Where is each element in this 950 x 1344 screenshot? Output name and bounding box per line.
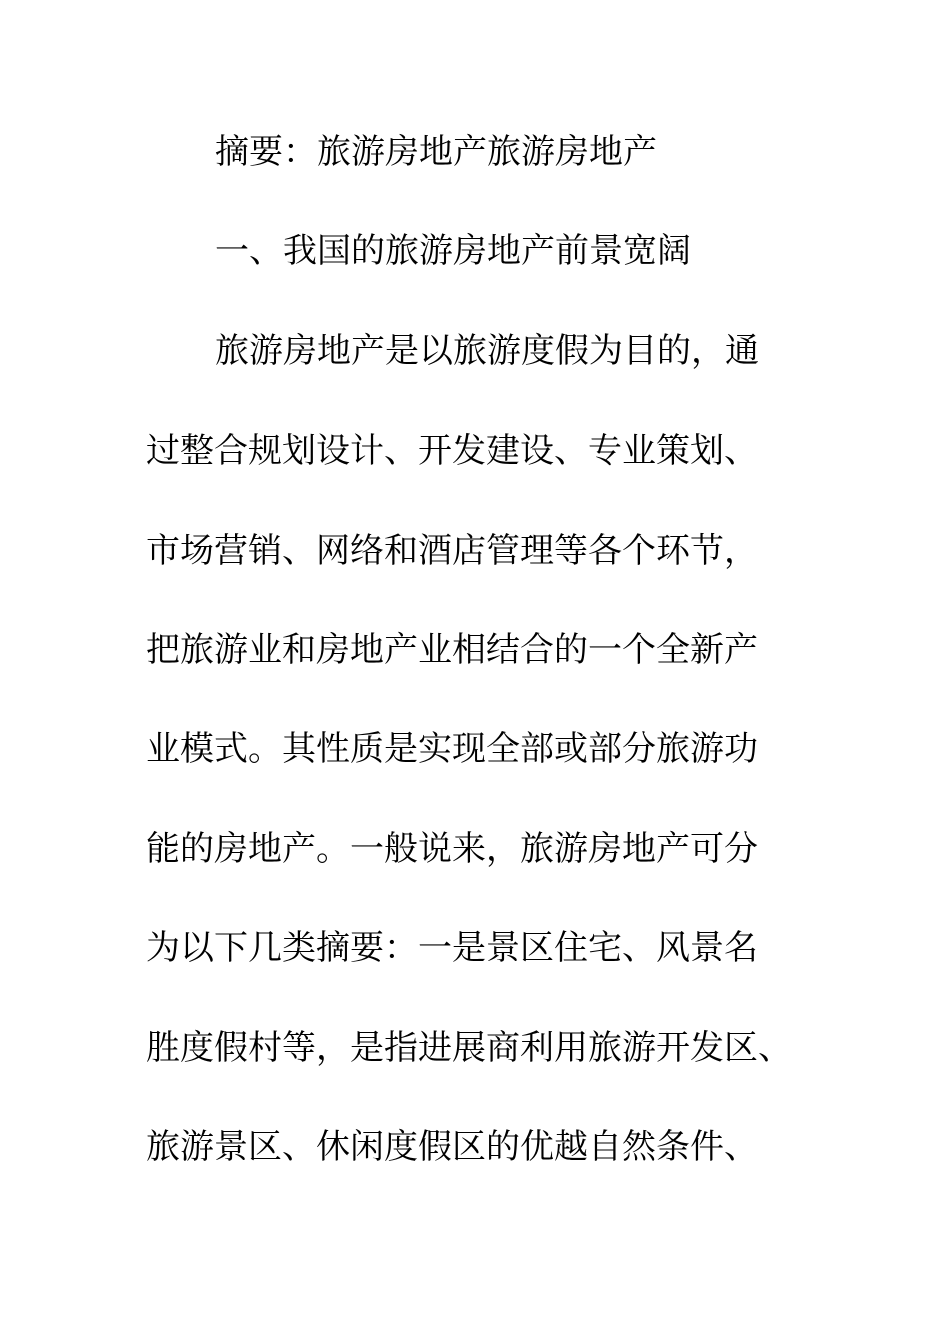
paragraph-line: 把旅游业和房地产业相结合的一个全新产	[146, 630, 758, 670]
paragraph-line: 市场营销、网络和酒店管理等各个环节，	[146, 531, 758, 571]
abstract-heading: 摘要：旅游房地产旅游房地产	[215, 132, 657, 172]
paragraph-line: 为以下几类摘要：一是景区住宅、风景名	[146, 928, 758, 968]
paragraph-line: 业模式。其性质是实现全部或部分旅游功	[146, 729, 758, 769]
section-heading: 一、我国的旅游房地产前景宽阔	[215, 231, 691, 271]
paragraph-line: 旅游房地产是以旅游度假为目的，通	[215, 331, 759, 371]
paragraph-line: 胜度假村等，是指进展商利用旅游开发区、	[146, 1028, 792, 1068]
paragraph-line: 过整合规划设计、开发建设、专业策划、	[146, 431, 758, 471]
paragraph-line: 旅游景区、休闲度假区的优越自然条件、	[146, 1127, 758, 1167]
paragraph-line: 能的房地产。一般说来，旅游房地产可分	[146, 829, 758, 869]
